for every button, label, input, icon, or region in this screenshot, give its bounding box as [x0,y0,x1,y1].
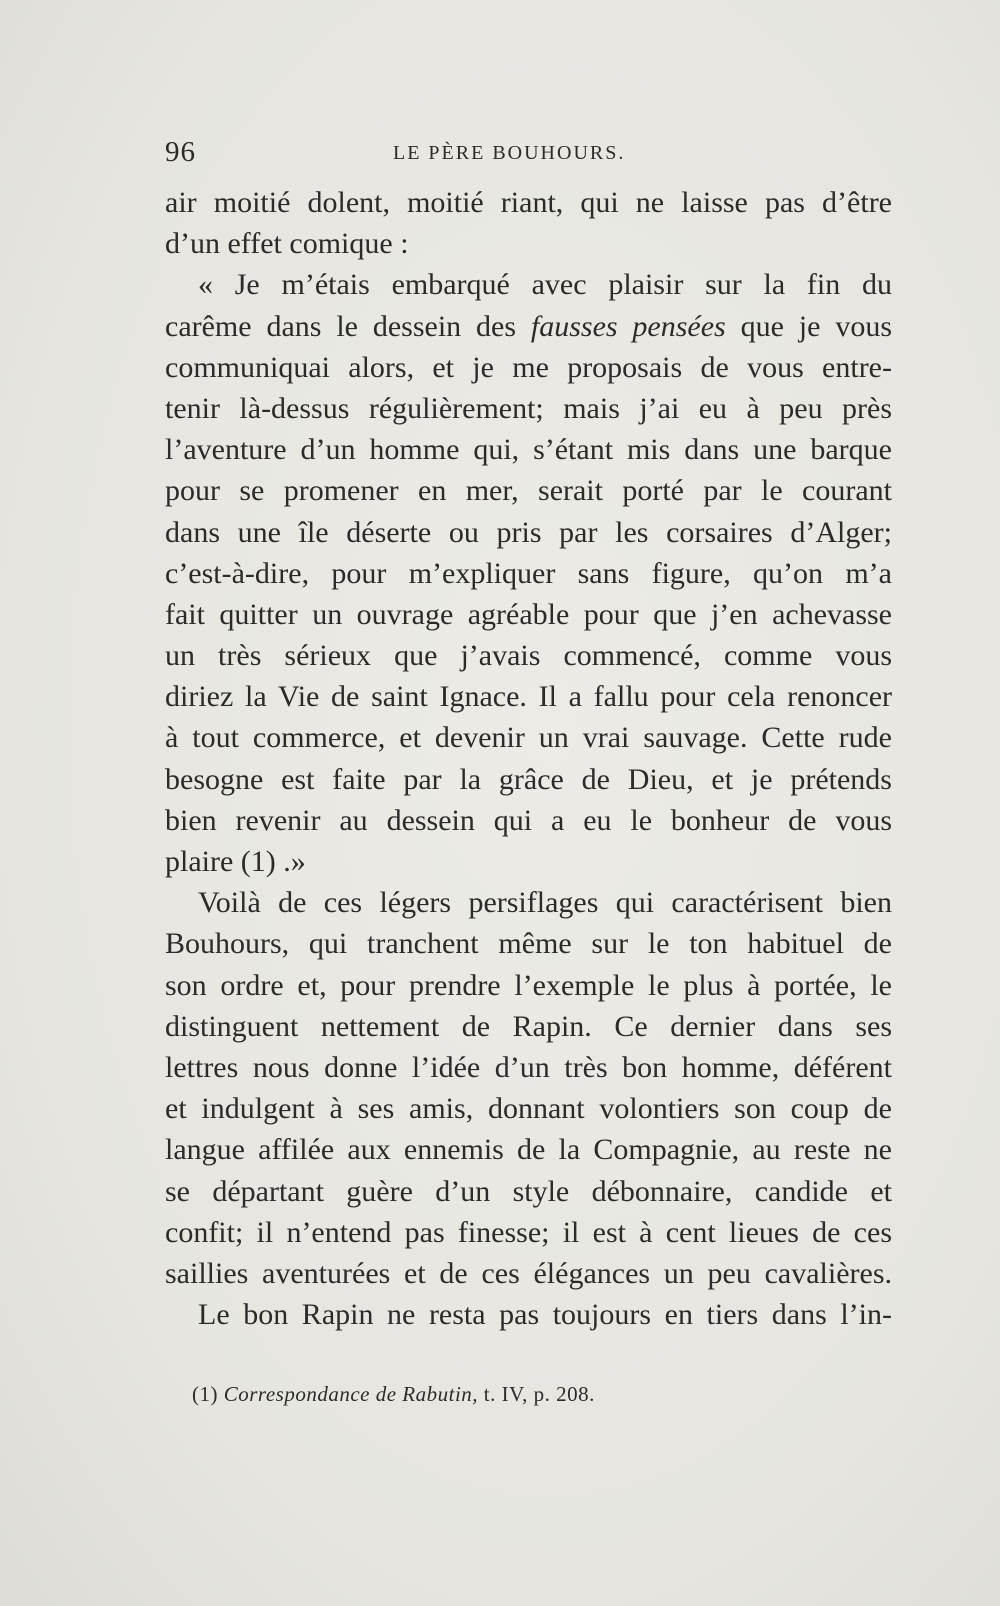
footnote-reference: t. IV, p. 208. [483,1382,595,1406]
text-line: son ordre et, pour prendre l’exemple le plus à portée, le [165,968,892,1002]
footnote-title: Correspondance de Rabutin, [223,1382,479,1406]
text-line: distinguent nettement de Rapin. Ce dernier dans ses [165,1009,892,1043]
text-line: lettres nous donne l’idée d’un très bon homme, déférent [165,1050,892,1084]
text-line: langue affilée aux ennemis de la Compagnie, au reste ne [165,1133,892,1167]
body-text [165,182,892,1335]
text-line: diriez la Vie de saint Ignace. Il a fallu pour cela renoncer [165,680,892,714]
text-line: Bouhours, qui tranchent même sur le ton habituel de [165,927,892,961]
text-line: fait quitter un ouvrage agréable pour que j’en achevasse [165,597,892,631]
text-line: Voilà de ces légers persiflages qui caractérisent bien [198,886,892,920]
text-line: bien revenir au dessein qui a eu le bonheur de vous [165,803,892,837]
text-line: saillies aventurées et de ces élégances un peu cavalières. [165,1256,892,1290]
text-line: « Je m’étais embarqué avec plaisir sur la fin du [198,268,892,302]
page-number: 96 [165,136,196,168]
text-line: se départant guère d’un style débonnaire, candide et [165,1174,892,1208]
text-line: Le bon Rapin ne resta pas toujours en tiers dans l’in- [198,1298,892,1332]
text-line: air moitié dolent, moitié riant, qui ne laisse pas d’être [165,186,892,219]
text-line: confit; il n’entend pas finesse; il est à cent lieues de ces [165,1215,892,1249]
text-line: communiquai alors, et je me proposais de vous entre- [165,350,892,384]
text-segment: que je vous [740,309,892,343]
text-line: dans une île déserte ou pris par les corsaires d’Alger; [165,515,892,549]
footnote [192,1382,595,1407]
text-line: d’un effet comique : [165,227,409,261]
text-line: besogne est faite par la grâce de Dieu, et je prétends [165,762,892,796]
text-line: c’est-à-dire, pour m’expliquer sans figure, qu’on m’a [165,556,892,590]
text-line: plaire (1) .» [165,845,306,878]
running-head: LE PÈRE BOUHOURS. [393,142,626,164]
text-line: tenir là-dessus régulièrement; mais j’ai eu à peu près [165,391,892,425]
text-line: à tout commerce, et devenir un vrai sauvage. Cette rude [165,721,892,755]
text-segment: carême dans le dessein des [165,309,517,343]
text-line: l’aventure d’un homme qui, s’étant mis dans une barque [165,433,892,467]
text-line: pour se promener en mer, serait porté par le courant [165,474,892,508]
footnote-marker: (1) [192,1382,218,1406]
page-header [165,136,880,176]
italic-title: fausses pensées [530,309,726,343]
text-line: et indulgent à ses amis, donnant volontiers son coup de [165,1092,892,1126]
text-line [165,306,892,347]
text-line: un très sérieux que j’avais commencé, comme vous [165,639,892,673]
